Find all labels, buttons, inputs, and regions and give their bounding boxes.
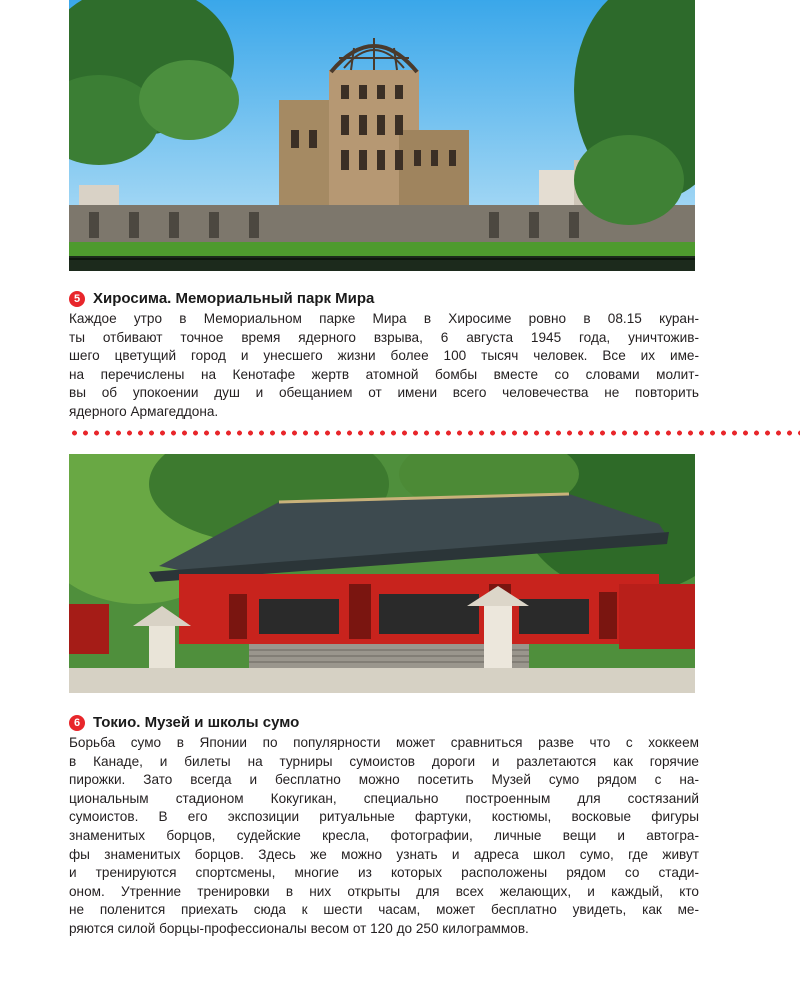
section-title: Токио. Музей и школы сумо (93, 714, 300, 731)
text-line: ты отбивают точное время ядерного взрыва, 6 августа 1945 года, уничтожив- (69, 329, 699, 345)
text-line: Каждое утро в Мемориальном парке Мира в Хиросиме ровно в 08.15 куран- (69, 311, 699, 326)
text-line: ядерного Армагеддона. (69, 403, 219, 419)
section-text-tokyo (69, 734, 699, 939)
red-shrine-photo (69, 454, 695, 693)
section-number-badge: 5 (69, 291, 85, 307)
text-line: вы об упокоении душ и обещанием от имени всего человечества не повторить (69, 385, 699, 401)
text-line: на перечислены на Кенотафе жертв атомной бомбы вместе со словами молит- (69, 366, 699, 382)
section-title: Хиросима. Мемориальный парк Мира (93, 290, 375, 307)
text-line: и тренируются спортсмены, многие из которых расположены рядом со стади- (69, 865, 699, 881)
text-line: сумоистов. В его экспозиции ритуальные фартуки, костюмы, восковые фигуры (69, 809, 699, 825)
text-line: оном. Утренние тренировки в них открыты для всех желающих, и каждый, кто (69, 883, 699, 899)
section-number-badge: 6 (69, 715, 85, 731)
dotted-divider (69, 430, 800, 436)
text-line: циональным стадионом Кокугикан, специально построенным для состязаний (69, 790, 699, 806)
text-line: шего цветущий город и унесшего жизни более 100 тысяч человек. Все их име- (69, 348, 699, 364)
text-line: ряются силой борцы-профессионалы весом от 120 до 250 килограммов. (69, 920, 529, 936)
text-line: фы знаменитых борцов. Здесь же можно узнать и адреса школ сумо, где живут (69, 846, 699, 862)
section-heading-tokyo (69, 714, 299, 732)
text-line: знаменитых борцов, судейские кресла, фотографии, личные вещи и автогра- (69, 827, 699, 843)
atomic-bomb-dome-photo (69, 0, 695, 271)
section-text-hiroshima (69, 310, 699, 422)
text-line: Борьба сумо в Японии по популярности может сравниться разве что с хоккеем (69, 735, 699, 750)
section-heading-hiroshima (69, 290, 374, 308)
text-line: пирожки. Зато всегда и бесплатно можно посетить Музей сумо рядом с на- (69, 772, 699, 788)
text-line: не поленится приехать сюда к шести часам, может бесплатно увидеть, как ме- (69, 902, 699, 918)
text-line: в Канаде, и билеты на турниры сумоистов дороги и разлетаются как горячие (69, 753, 699, 769)
